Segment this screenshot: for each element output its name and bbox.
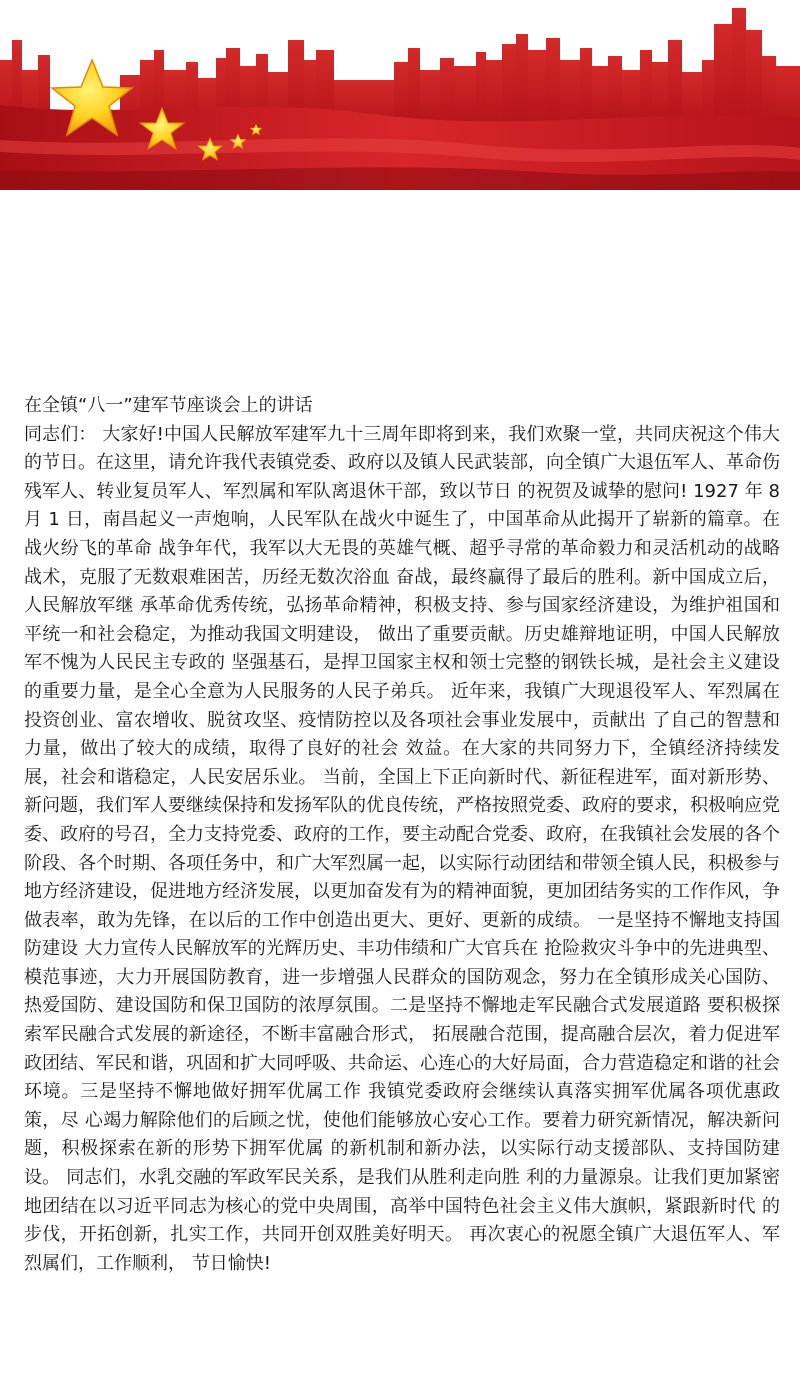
- speech-title: 在全镇“八一”建军节座谈会上的讲话: [24, 395, 313, 416]
- speech-body: 同志们： 大家好!中国人民解放军建军九十三周年即将到来，我们欢聚一堂，共同庆祝这个伟大的节日。在这里，请允许我代表镇党委、政府以及镇人民武装部，向全镇广大退伍军人、革命伤残军人、转业复员军人、军烈属和军队离退休干部，致以节日 的祝贺及诚挚的慰问! 1927 年 8 月 1 日，南昌起义一声炮响，人民军队在战火中诞生了，中国革命从此揭开了崭新的篇章。在战火纷飞的革命 战争年代，我军以大无畏的英雄气概、超乎寻常的革命毅力和灵活机动的战略战术，克服了无数艰难困苦，历经无数次浴血 奋战，最终赢得了最后的胜利。新中国成立后，人民解放军继 承革命优秀传统，弘扬革命精神，积极支持、参与国家经济建设，为维护祖国和平统一和社会稳定，为推动我国文明建设， 做出了重要贡献。历史雄辩地证明，中国人民解放军不愧为人民民主专政的 坚强基石，是捍卫国家主权和领士完整的钢铁长城，是社会主义建设的重要力量，是全心全意为人民服务的人民子弟兵。 近年来，我镇广大现退役军人、军烈属在投资创业、富农增收、脱贫攻坚、疫情防控以及各项社会事业发展中，贡献出 了自己的智慧和力量，做出了较大的成绩，取得了良好的社会 效益。在大家的共同努力下，全镇经济持续发展，社会和谐稳定，人民安居乐业。 当前，全国上下正向新时代、新征程进军，面对新形势、新问题，我们军人要继续保持和发扬军队的优良传统，严格按照党委、政府的要求，积极响应党委、政府的号召，全力支持党委、政府的工作，要主动配合党委、政府，在我镇社会发展的各个阶段、各个时期、各项任务中，和广大军烈属一起，以实际行动团结和带领全镇人民，积极参与地方经济建设，促进地方经济发展，以更加奋发有为的精神面貌，更加团结务实的工作作风，争做表率，敢为先锋，在以后的工作中创造出更大、更好、更新的成绩。 一是坚持不懈地支持国防建设 大力宣传人民解放军的光辉历史、丰功伟绩和广大官兵在 抢险救灾斗争中的先进典型、模范事迹，大力开展国防教育，进一步增强人民群众的国防观念，努力在全镇形成关心国防、 热爱国防、建设国防和保卫国防的浓厚氛围。二是坚持不懈地走军民融合式发展道路 要积极探索军民融合式发展的新途径，不断丰富融合形式， 拓展融合范围，提高融合层次，着力促进军政团结、军民和谐，巩固和扩大同呼吸、共命运、心连心的大好局面，合力营造稳定和谐的社会环境。三是坚持不懈地做好拥军优属工作 我镇党委政府会继续认真落实拥军优属各项优惠政策，尽 心竭力解除他们的后顾之忧，使他们能够放心安心工作。要着力研究新情况，解决新问题，积极探索在新的形势下拥军优属 的新机制和新办法，以实际行动支援部队、支持国防建设。 同志们，水乳交融的军政军民关系，是我们从胜利走向胜 利的力量源泉。让我们更加紧密地团结在以习近平同志为核心的党中央周围，高举中国特色社会主义伟大旗帜，紧跟新时代 的步伐，开拓创新，扎实工作，共同开创双胜美好明天。 再次衷心的祝愿全镇广大退伍军人、军烈属们，工作顺利， 节日愉快!: [24, 423, 780, 1274]
- header-banner: [0, 0, 800, 190]
- banner-graphic: [0, 0, 800, 190]
- speech-document: [24, 392, 780, 1278]
